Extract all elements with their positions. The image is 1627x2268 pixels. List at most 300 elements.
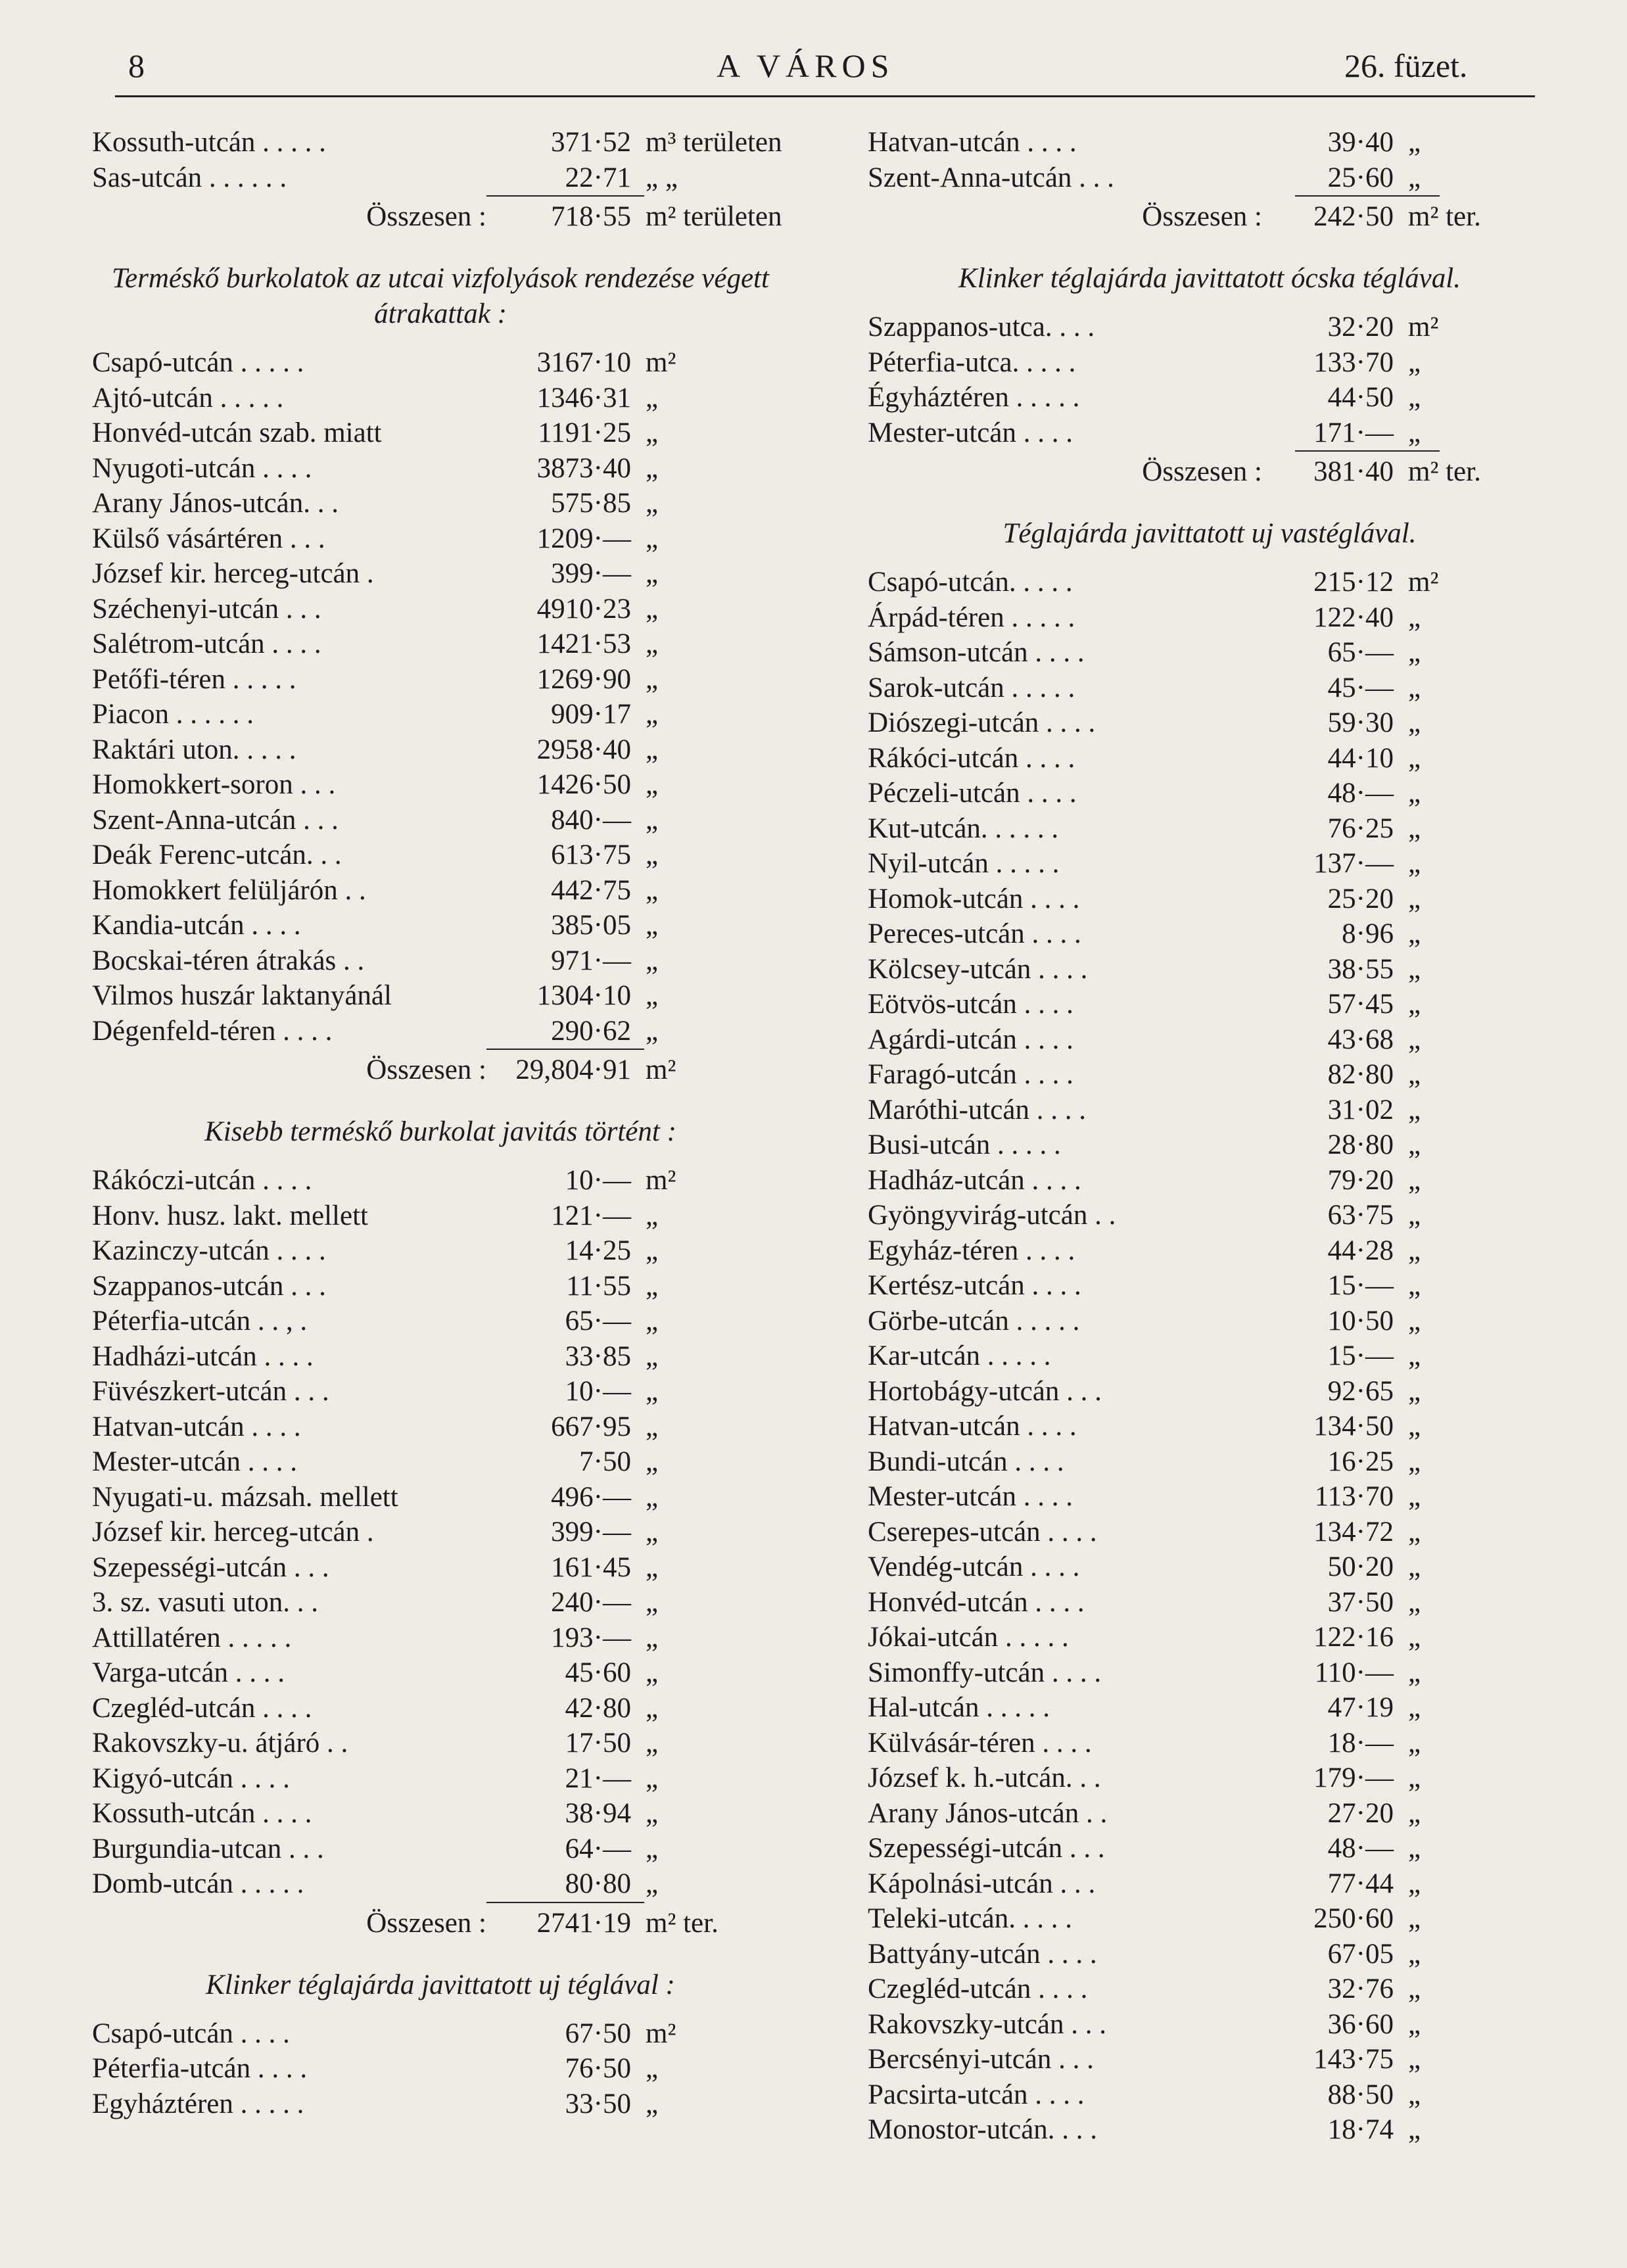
table-row [92,381,789,416]
area-value: 44·50 [1327,382,1394,413]
street-name: Diószegi-utcán . . . . [868,707,1096,738]
street-name: Hadház-utcán . . . . [868,1164,1081,1196]
page-number: 8 [128,47,145,84]
street-name: Hatvan-utcán . . . . [868,1411,1077,1442]
street-name: Czegléd-utcán . . . . [92,1692,312,1724]
area-unit: „ [646,1015,659,1047]
area-value: 67·50 [565,2018,631,2049]
area-value: 971·— [551,945,631,976]
street-name: Nyugoti-utcán . . . . [92,452,312,484]
table-row [92,1444,789,1480]
area-unit: „ [1408,346,1421,378]
street-name: Rákóczi-utcán . . . . [92,1165,312,1196]
table-row [868,987,1551,1022]
street-name: Mester-utcán . . . . [868,417,1073,448]
street-name: Pereces-utcán . . . . [868,918,1081,949]
table-row [868,345,1551,381]
table-row [868,415,1551,451]
area-value: 613·75 [551,839,631,870]
table-row [868,1338,1551,1374]
table-row [868,1760,1551,1796]
table-row [868,1093,1551,1128]
street-name: Széchenyi-utcán . . . [92,593,321,625]
area-value: 3873·40 [536,452,631,484]
table-row [92,556,789,592]
left-column [92,125,789,2121]
total-label: Összesen : [1142,456,1262,487]
area-unit: „ [646,699,659,730]
area-unit: m² [1408,312,1439,343]
area-unit: „ [646,558,659,589]
area-value: 290·62 [551,1015,631,1047]
street-name: Faragó-utcán . . . . [868,1059,1073,1090]
area-unit: „ [1408,2114,1421,2145]
street-name: Maróthi-utcán . . . . [868,1094,1086,1125]
total-unit: m² területen [646,201,782,232]
table-row [868,1972,1551,2007]
street-name: Jókai-utcán . . . . . [868,1622,1069,1653]
journal-title: A VÁROS [717,47,895,84]
area-unit: „ [1408,127,1421,158]
area-unit: „ [1408,1200,1421,1231]
area-value: 16·25 [1327,1446,1394,1477]
area-unit: „ [1408,1446,1421,1477]
area-unit: „ [646,1692,659,1724]
area-unit: „ [646,1798,659,1829]
table-row [868,1479,1551,1515]
street-name: Kut-utcán. . . . . . [868,813,1059,844]
street-name: Árpád-téren . . . . . [868,602,1075,633]
table-row [868,635,1551,671]
street-name: Sas-utcán . . . . . . [92,162,287,193]
area-value: 65·— [1327,637,1394,668]
area-unit: „ [646,593,659,625]
total-row [868,197,1551,237]
area-value: 25·20 [1327,883,1394,914]
table-row [868,1127,1551,1163]
total-unit: m² ter. [1408,456,1481,487]
area-value: 371·52 [551,127,631,158]
area-unit: „ [646,1833,659,1864]
area-unit: „ [646,1622,659,1653]
area-value: 18·74 [1327,2114,1394,2145]
street-name: Teleki-utcán. . . . . [868,1903,1073,1934]
area-value: 32·76 [1327,1973,1394,2004]
section-title: Téglajárda javittatott uj vastéglával. [1002,518,1417,549]
table-row [868,565,1551,600]
street-name: Cserepes-utcán . . . . [868,1516,1097,1547]
street-name: Hatvan-utcán . . . . [868,127,1077,158]
area-value: 67·05 [1327,1938,1394,1970]
area-value: 38·94 [565,1798,631,1829]
table-row [92,1515,789,1550]
area-unit: „ [1408,1270,1421,1301]
area-unit: „ [1408,162,1421,193]
total-unit: m² ter. [1408,201,1481,232]
street-name: Sarok-utcán . . . . . [868,672,1075,703]
table-row [868,1866,1551,1902]
area-value: 3167·10 [536,347,631,378]
street-name: Külvásár-téren . . . . [868,1727,1092,1759]
right-column [868,125,1551,2148]
area-value: 15·— [1327,1270,1394,1301]
area-unit: m² [646,2018,676,2049]
street-name: Sámson-utcán . . . . [868,637,1085,668]
table-row [92,125,789,160]
area-value: 1346·31 [536,382,631,413]
table-row [868,1268,1551,1304]
street-name: Szent-Anna-utcán . . . [92,804,339,836]
street-name: Nyil-utcán . . . . . [868,848,1060,879]
table-row [92,803,789,838]
street-name: Hal-utcán . . . . . [868,1692,1050,1723]
area-value: 11·55 [566,1270,631,1302]
table-row [92,521,789,557]
table-row [92,1796,789,1831]
area-value: 1209·— [536,523,631,554]
area-value: 18·— [1327,1727,1394,1759]
area-unit: „ [646,663,659,695]
street-name: Agárdi-utcán . . . . [868,1024,1073,1055]
total-row [868,452,1551,492]
table-row [92,1866,789,1902]
area-unit: „ [1408,1340,1421,1371]
total-label: Összesen : [366,1054,486,1085]
street-name: Kossuth-utcán . . . . . [92,127,326,158]
table-row [92,1691,789,1726]
area-value: 92·65 [1327,1375,1394,1407]
street-name: Rakovszky-utcán . . . [868,2008,1107,2040]
street-name: Kazinczy-utcán . . . . [92,1235,326,1266]
table-row [868,671,1551,706]
street-name: Bundi-utcán . . . . [868,1446,1064,1477]
area-unit: „ [1408,1129,1421,1160]
street-name: Csapó-utcán . . . . . [92,347,304,378]
table-row [92,697,789,732]
area-unit: „ [646,910,659,941]
table-row [92,908,789,943]
street-name: Vendég-utcán . . . . [868,1551,1080,1582]
area-value: 399·— [551,1517,631,1547]
street-name: Monostor-utcán. . . . [868,2114,1098,2145]
area-unit: „ [646,1551,659,1583]
area-unit: „ [646,874,659,906]
area-value: 1426·50 [536,769,631,800]
table-row [92,2051,789,2087]
table-row [868,1409,1551,1444]
table-row [92,1409,789,1445]
table-row [868,1937,1551,1972]
area-unit: „ [1408,1059,1421,1090]
section-title: Klinker téglajárda javittatott uj téglával : [206,1969,675,2000]
table-row [868,882,1551,917]
street-name: József k. h.-utcán. . . [868,1762,1101,1793]
area-value: 385·05 [551,910,631,941]
table-row [868,125,1551,160]
area-unit: „ [646,804,659,836]
table-row [92,1339,789,1375]
street-name: Péterfia-utcán . . , . [92,1306,308,1336]
area-value: 80·80 [565,1868,631,1899]
section [868,261,1551,492]
total-row [92,1903,789,1944]
table-row [868,776,1551,811]
table-row [92,2016,789,2052]
street-name: Égyháztéren . . . . . [868,382,1080,413]
area-value: 15·— [1327,1340,1394,1371]
street-name: Deák Ferenc-utcán. . . [92,839,342,870]
table-row [92,1198,789,1234]
table-row [868,705,1551,741]
area-unit: „ [646,945,659,976]
street-name: Péczeli-utcán . . . . [868,778,1077,809]
street-name: Burgundia-utcan . . . [92,1833,324,1864]
section [92,261,789,1091]
area-unit: „ [646,1235,659,1266]
street-name: Kápolnási-utcán . . . [868,1868,1096,1899]
area-value: 240·— [551,1587,631,1618]
area-unit: „ [1408,2008,1421,2040]
area-value: 575·85 [551,488,631,519]
table-row [868,1057,1551,1093]
table-row [92,592,789,627]
area-unit: „ [1408,742,1421,774]
section-title: Kisebb terméskő burkolat javitás történt : [204,1116,676,1147]
street-name: Csapó-utcán . . . . [92,2018,290,2049]
area-unit: „ [1408,707,1421,738]
page-header [0,0,1627,105]
street-name: Varga-utcán . . . . [92,1657,285,1688]
area-unit: „ [1408,1586,1421,1618]
area-value: 36·60 [1327,2008,1394,2040]
area-unit: „ [646,1270,659,1302]
table-row [868,1198,1551,1233]
table-row [868,1374,1551,1409]
area-value: 10·— [565,1165,631,1196]
area-unit: „ [646,452,659,484]
table-row [868,811,1551,847]
area-value: 45·— [1327,672,1394,703]
street-name: Kigyó-utcán . . . . [92,1762,290,1794]
street-name: Domb-utcán . . . . . [92,1868,304,1899]
street-name: Arany János-utcán . . [868,1797,1108,1829]
area-value: 64·— [565,1833,631,1864]
area-unit: „ [1408,637,1421,668]
table-row [868,1515,1551,1550]
table-row [868,2007,1551,2043]
area-value: 38·55 [1327,953,1394,985]
area-value: 76·50 [565,2053,631,2084]
area-unit: „ [646,2088,659,2119]
street-name: Homok-utcán . . . . [868,883,1080,914]
street-name: Homokkert felüljárón . . [92,874,366,906]
table-row [92,943,789,979]
section-title: Klinker téglajárda javittatott ócska téglával. [958,263,1461,294]
area-unit: m³ területen [646,127,782,158]
area-value: 39·40 [1327,127,1394,158]
street-name: Mester-utcán . . . . [868,1481,1073,1512]
area-unit: „ [1408,672,1421,703]
area-value: 33·85 [565,1340,631,1372]
area-value: 1421·53 [536,628,631,659]
area-value: 10·50 [1327,1305,1394,1336]
table-row [92,1014,789,1049]
area-unit: „ [1408,1551,1421,1582]
area-unit: „ [646,382,659,413]
area-value: 14·25 [565,1235,631,1266]
area-value: 193·— [551,1622,631,1653]
header-rule [115,95,1535,97]
area-value: 2958·40 [536,734,631,765]
table-row [868,1901,1551,1937]
area-value: 32·20 [1327,312,1394,343]
table-row [92,1831,789,1867]
table-row [92,1620,789,1656]
area-unit: „ [1408,1797,1421,1829]
street-name: Piacon . . . . . . [92,699,254,730]
area-unit: „ [646,1200,659,1231]
area-unit: „ [646,1376,659,1407]
street-name: Szent-Anna-utcán . . . [868,162,1114,193]
area-value: 1191·25 [538,417,631,448]
street-name: Salétrom-utcán . . . . [92,628,321,659]
total-value: 2741·19 [536,1907,631,1939]
area-value: 399·— [551,558,631,589]
street-name: Péterfia-utcán . . . . [92,2053,308,2084]
street-name: József kir. herceg-utcán . [92,1517,374,1547]
area-unit: „ [1408,1868,1421,1899]
total-value: 718·55 [551,201,631,232]
area-value: 10·— [565,1376,631,1407]
street-name: Szepességi-utcán . . . [92,1551,329,1583]
table-row [92,1374,789,1409]
area-unit: „ [646,1587,659,1618]
total-row [92,1050,789,1091]
area-value: 909·17 [551,699,631,730]
area-unit: „ [1408,1024,1421,1055]
area-value: 65·— [565,1306,631,1336]
street-name: Arany János-utcán. . . [92,488,339,519]
street-name: Bocskai-téren átrakás . . [92,945,365,976]
section-title: Terméskő burkolatok az utcai vizfolyások rendezése végett átrakattak : [112,263,769,329]
area-unit: „ [1408,883,1421,914]
table-row [92,662,789,697]
area-value: 45·60 [565,1657,631,1688]
area-unit: „ [646,980,659,1011]
area-value: 161·45 [551,1551,631,1583]
area-value: 88·50 [1327,2079,1394,2110]
area-value: 42·80 [565,1692,631,1724]
table-row [92,1761,789,1797]
table-row [868,1304,1551,1339]
area-value: 31·02 [1327,1094,1394,1125]
area-value: 134·50 [1313,1411,1394,1442]
street-name: Péterfia-utca. . . . . [868,346,1076,378]
area-value: 50·20 [1327,1551,1394,1582]
area-value: 496·— [551,1481,631,1513]
table-row [92,1726,789,1761]
area-value: 43·68 [1327,1024,1394,1055]
table-row [92,767,789,803]
street-name: Csapó-utcán. . . . . [868,567,1073,598]
area-value: 1304·10 [536,980,631,1011]
area-unit: „ [646,769,659,800]
street-name: Bercsényi-utcán . . . [868,2044,1094,2075]
table-row [868,1549,1551,1585]
street-name: Külső vásártéren . . . [92,523,325,554]
table-row [868,1620,1551,1655]
area-unit: „ „ [646,162,678,193]
area-unit: „ [646,1340,659,1372]
street-name: Kar-utcán . . . . . [868,1340,1051,1371]
area-value: 7·50 [579,1446,631,1477]
table-row [92,451,789,486]
table-row [868,916,1551,952]
area-unit: „ [646,1517,659,1547]
table-row [92,1480,789,1515]
area-value: 57·45 [1327,989,1394,1020]
area-value: 667·95 [551,1411,631,1442]
table-row [92,160,789,196]
table-row [92,626,789,662]
area-value: 28·80 [1327,1129,1394,1160]
table-row [868,2042,1551,2077]
area-unit: „ [1408,989,1421,1020]
area-value: 1269·90 [536,663,631,695]
area-unit: „ [1408,1833,1421,1864]
table-row [868,1233,1551,1269]
table-row [92,345,789,381]
street-name: Simonffy-utcán . . . . [868,1657,1102,1688]
area-unit: „ [1408,1903,1421,1934]
table-row [868,1690,1551,1726]
street-name: Hortobágy-utcán . . . [868,1375,1102,1407]
area-value: 48·— [1327,778,1394,809]
street-name: Szappanos-utca. . . . [868,312,1095,343]
table-row [868,1163,1551,1198]
area-unit: „ [1408,1164,1421,1196]
area-unit: „ [646,839,659,870]
area-value: 76·25 [1327,813,1394,844]
area-value: 113·70 [1314,1481,1394,1512]
street-name: Honvéd-utcán szab. miatt [92,417,382,448]
street-name: Busi-utcán . . . . . [868,1129,1061,1160]
street-name: Görbe-utcán . . . . . [868,1305,1080,1336]
area-value: 442·75 [551,874,631,906]
area-unit: „ [1408,1481,1421,1512]
total-label: Összesen : [366,201,486,232]
table-row [868,1796,1551,1831]
area-value: 44·10 [1327,742,1394,774]
area-value: 59·30 [1327,707,1394,738]
area-value: 122·40 [1313,602,1394,633]
area-unit: „ [1408,602,1421,633]
street-name: Pacsirta-utcán . . . . [868,2079,1085,2110]
area-unit: „ [1408,1411,1421,1442]
area-unit: „ [1408,1622,1421,1653]
street-name: Kölcsey-utcán . . . . [868,953,1088,985]
area-unit: „ [646,417,659,448]
area-unit: „ [1408,1692,1421,1723]
area-unit: „ [1408,1657,1421,1688]
total-value: 242·50 [1313,201,1394,232]
table-row [868,1022,1551,1058]
total-value: 381·40 [1313,456,1394,487]
street-name: József kir. herceg-utcán . [92,558,374,589]
table-row [92,978,789,1014]
table-row [868,600,1551,636]
area-unit: „ [646,523,659,554]
